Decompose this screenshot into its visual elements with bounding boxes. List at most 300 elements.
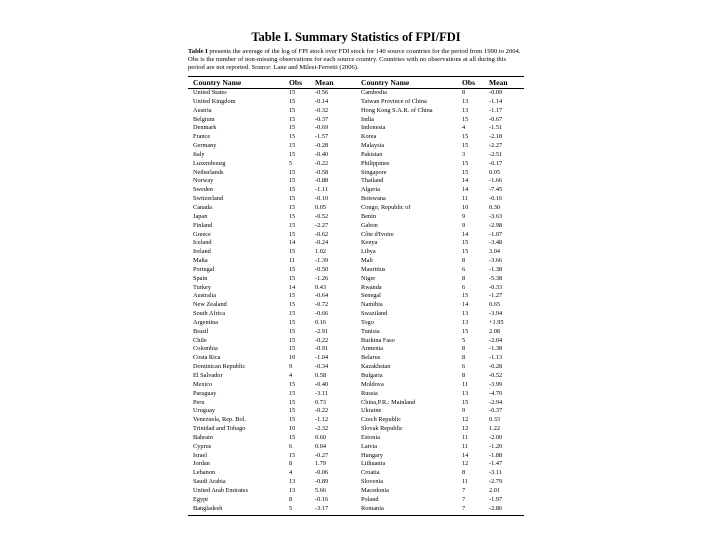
- left-obs-cell: 15: [289, 433, 296, 441]
- left-obs-cell: 15: [289, 451, 296, 459]
- left-country-cell: United States: [193, 89, 227, 96]
- right-obs-cell: 15: [462, 292, 469, 300]
- right-country-cell: Slovenia: [361, 478, 384, 486]
- left-country-cell: Bahrain: [193, 433, 213, 441]
- right-obs-cell: 11: [462, 442, 469, 450]
- left-obs-cell: 15: [289, 345, 296, 353]
- right-obs-cell: 11: [462, 195, 469, 203]
- right-country-cell: Mauritius: [361, 265, 386, 273]
- left-country-cell: Italy: [193, 150, 205, 158]
- right-country-cell: Singapore: [361, 168, 387, 176]
- right-obs-cell: 9: [462, 212, 466, 220]
- right-country-cell: Malaysia: [361, 142, 385, 150]
- left-country-cell: Germany: [193, 142, 217, 150]
- left-mean-cell: -1.11: [315, 186, 328, 194]
- left-mean-cell: -0.22: [315, 336, 329, 344]
- left-obs-cell: 6: [289, 442, 293, 450]
- table-row: [188, 231, 524, 240]
- right-obs-cell: 11: [462, 478, 469, 486]
- left-obs-cell: 15: [289, 133, 296, 141]
- left-mean-cell: -0.16: [315, 495, 329, 503]
- left-mean-cell: -0.69: [315, 124, 329, 132]
- table-row: [188, 505, 524, 514]
- left-country-cell: El Salvador: [193, 372, 223, 379]
- table-row: [188, 169, 524, 178]
- left-mean-cell: -0.40: [315, 380, 329, 388]
- right-obs-cell: 8: [462, 274, 466, 282]
- left-obs-cell: 15: [289, 327, 296, 335]
- left-mean-cell: 0.05: [315, 203, 327, 211]
- left-obs-cell: 15: [289, 142, 296, 150]
- left-country-cell: Japan: [193, 212, 208, 220]
- left-mean-cell: -0.56: [315, 89, 329, 96]
- right-country-cell: Namibia: [361, 301, 383, 309]
- left-country-cell: Finland: [193, 221, 213, 229]
- left-mean-cell: -1.57: [315, 133, 329, 141]
- left-obs-cell: 15: [289, 274, 296, 282]
- left-mean-cell: -0.62: [315, 230, 329, 238]
- left-mean-cell: -0.91: [315, 345, 329, 353]
- right-country-cell: Côte d'Ivoire: [361, 230, 394, 238]
- right-country-cell: Togo: [361, 318, 374, 326]
- right-country-cell: Bulgaria: [361, 372, 383, 379]
- table-row: [188, 460, 524, 469]
- table-row: [188, 160, 524, 169]
- left-country-cell: United Arab Emirates: [193, 486, 248, 494]
- left-obs-cell: 15: [289, 115, 296, 123]
- left-country-cell: Peru: [193, 398, 205, 406]
- left-obs-cell: 15: [289, 89, 296, 96]
- left-obs-cell: 15: [289, 177, 296, 185]
- right-obs-cell: 7: [462, 486, 466, 494]
- left-country-cell: Greece: [193, 230, 211, 238]
- table-row: [188, 239, 524, 248]
- caption-text: presents the average of the log of FPI stock over FDI stock for 140 source countries for the period from 1990 to 2004. Obs is the number of non-missing observations for each source country. Countries with no observations at all during this period are not reported. Source: Lane and Milesi-Ferretti (2006).: [188, 48, 521, 71]
- table-row: [188, 381, 524, 390]
- table-row: [188, 399, 524, 408]
- header-country-right: Country Name: [361, 78, 410, 87]
- right-obs-cell: 15: [462, 398, 469, 406]
- table-row: [188, 151, 524, 160]
- left-obs-cell: 15: [289, 389, 296, 397]
- table-row: [188, 177, 524, 186]
- right-obs-cell: 13: [462, 106, 469, 114]
- table-row: [188, 222, 524, 231]
- table-row: [188, 204, 524, 213]
- left-mean-cell: -2.32: [315, 425, 329, 433]
- table-row: [188, 319, 524, 328]
- right-obs-cell: 14: [462, 186, 469, 194]
- left-mean-cell: -0.14: [315, 97, 329, 105]
- right-obs-cell: 15: [462, 159, 469, 167]
- table-caption: [188, 48, 524, 72]
- right-mean-cell: -1.51: [489, 124, 503, 132]
- left-obs-cell: 15: [289, 221, 296, 229]
- left-mean-cell: -0.24: [315, 239, 329, 247]
- right-obs-cell: 6: [462, 363, 466, 371]
- left-mean-cell: -3.11: [315, 389, 328, 397]
- right-mean-cell: -2.86: [489, 504, 503, 512]
- right-mean-cell: 0.05: [489, 168, 501, 176]
- right-mean-cell: -1.27: [489, 292, 503, 300]
- right-country-cell: Poland: [361, 495, 379, 503]
- table-row: [188, 416, 524, 425]
- table-body: [188, 89, 524, 514]
- right-country-cell: Macedonia: [361, 486, 389, 494]
- right-mean-cell: -0.28: [489, 363, 503, 371]
- table-row: [188, 107, 524, 116]
- table-row: [188, 328, 524, 337]
- left-mean-cell: -0.50: [315, 265, 329, 273]
- left-country-cell: Lebanon: [193, 469, 216, 477]
- left-mean-cell: -0.58: [315, 168, 329, 176]
- left-mean-cell: -0.22: [315, 159, 329, 167]
- right-obs-cell: 4: [462, 124, 466, 132]
- table-row: [188, 337, 524, 346]
- right-mean-cell: -0.09: [489, 89, 503, 96]
- right-country-cell: Philippines: [361, 159, 390, 167]
- right-obs-cell: 13: [462, 318, 469, 326]
- table-row: [188, 390, 524, 399]
- left-mean-cell: -0.37: [315, 115, 329, 123]
- right-country-cell: Estonia: [361, 433, 380, 441]
- left-mean-cell: 0.43: [315, 283, 327, 291]
- left-obs-cell: 5: [289, 504, 293, 512]
- right-mean-cell: -0.17: [489, 159, 503, 167]
- right-country-cell: Kazakhstan: [361, 363, 391, 371]
- right-country-cell: Thailand: [361, 177, 384, 185]
- table-row: [188, 345, 524, 354]
- right-mean-cell: -1.88: [489, 451, 503, 459]
- left-country-cell: Bangladesh: [193, 504, 223, 512]
- left-mean-cell: -0.32: [315, 106, 329, 114]
- table-row: [188, 434, 524, 443]
- left-country-cell: Costa Rica: [193, 354, 221, 362]
- left-obs-cell: 10: [289, 354, 296, 362]
- left-mean-cell: -3.17: [315, 504, 329, 512]
- right-mean-cell: -0.37: [489, 407, 503, 415]
- header-obs-left: Obs: [289, 78, 303, 87]
- left-obs-cell: 15: [289, 265, 296, 273]
- left-country-cell: Sweden: [193, 186, 213, 194]
- left-obs-cell: 8: [289, 460, 293, 468]
- right-mean-cell: -0.52: [489, 372, 503, 379]
- right-mean-cell: 0.33: [489, 416, 501, 424]
- left-country-cell: Denmark: [193, 124, 217, 132]
- left-mean-cell: -0.34: [315, 363, 329, 371]
- right-obs-cell: 8: [462, 257, 466, 265]
- right-obs-cell: 9: [462, 221, 466, 229]
- right-country-cell: Algeria: [361, 186, 380, 194]
- left-country-cell: Netherlands: [193, 168, 224, 176]
- table-row: [188, 407, 524, 416]
- left-obs-cell: 13: [289, 478, 296, 486]
- left-obs-cell: 15: [289, 150, 296, 158]
- left-obs-cell: 14: [289, 283, 296, 291]
- table-row: [188, 257, 524, 266]
- right-country-cell: Tunisia: [361, 327, 380, 335]
- left-country-cell: Iceland: [193, 239, 212, 247]
- left-mean-cell: 1.02: [315, 248, 327, 256]
- right-mean-cell: -1.97: [489, 495, 503, 503]
- left-mean-cell: -0.72: [315, 301, 329, 309]
- left-country-cell: Venezuela, Rep. Bol.: [193, 416, 246, 424]
- right-country-cell: Gabon: [361, 221, 378, 229]
- left-obs-cell: 15: [289, 168, 296, 176]
- left-obs-cell: 15: [289, 301, 296, 309]
- right-obs-cell: 15: [462, 133, 469, 141]
- right-mean-cell: -0.67: [489, 115, 503, 123]
- right-country-cell: Indonesia: [361, 124, 386, 132]
- right-mean-cell: -5.38: [489, 274, 503, 282]
- left-country-cell: Austria: [193, 106, 212, 114]
- table-row: [188, 478, 524, 487]
- left-mean-cell: -1.04: [315, 354, 329, 362]
- right-obs-cell: 14: [462, 451, 469, 459]
- right-obs-cell: 15: [462, 115, 469, 123]
- right-country-cell: Congo, Republic of: [361, 203, 411, 211]
- right-obs-cell: 7: [462, 495, 466, 503]
- left-mean-cell: -1.39: [315, 257, 329, 265]
- right-obs-cell: 15: [462, 142, 469, 150]
- right-mean-cell: 2.01: [489, 486, 501, 494]
- left-country-cell: New Zealand: [193, 301, 227, 309]
- table-row: [188, 301, 524, 310]
- right-obs-cell: 14: [462, 177, 469, 185]
- left-mean-cell: 5.66: [315, 486, 327, 494]
- header-country-left: Country Name: [193, 78, 242, 87]
- left-country-cell: Egypt: [193, 495, 209, 503]
- left-obs-cell: 4: [289, 372, 293, 379]
- table-title: Table I. Summary Statistics of FPI/FDI: [251, 30, 461, 44]
- right-country-cell: China,P.R.: Mainland: [361, 398, 416, 406]
- right-obs-cell: 12: [462, 460, 469, 468]
- right-country-cell: Rwanda: [361, 283, 382, 291]
- right-mean-cell: -2.98: [489, 221, 503, 229]
- right-obs-cell: 9: [462, 407, 466, 415]
- right-obs-cell: 13: [462, 97, 469, 105]
- right-obs-cell: 8: [462, 89, 466, 96]
- left-obs-cell: 15: [289, 106, 296, 114]
- left-mean-cell: -0.66: [315, 310, 329, 318]
- left-obs-cell: 15: [289, 292, 296, 300]
- left-obs-cell: 15: [289, 248, 296, 256]
- right-obs-cell: 11: [462, 433, 469, 441]
- right-country-cell: Lithuania: [361, 460, 386, 468]
- right-mean-cell: -1.47: [489, 460, 503, 468]
- right-mean-cell: -2.04: [489, 336, 503, 344]
- left-country-cell: South Africa: [193, 310, 226, 318]
- left-country-cell: Trinidad and Tobago: [193, 425, 246, 433]
- left-mean-cell: -1.26: [315, 274, 329, 282]
- right-mean-cell: 0.30: [489, 203, 501, 211]
- left-obs-cell: 15: [289, 407, 296, 415]
- right-country-cell: Swaziland: [361, 310, 388, 318]
- left-mean-cell: -2.91: [315, 327, 329, 335]
- right-obs-cell: 8: [462, 354, 466, 362]
- left-country-cell: Uruguay: [193, 407, 216, 415]
- right-mean-cell: -2.18: [489, 133, 503, 141]
- right-mean-cell: 1.22: [489, 425, 501, 433]
- left-obs-cell: 9: [289, 363, 293, 371]
- table-row: [188, 124, 524, 133]
- left-country-cell: Canada: [193, 203, 212, 211]
- right-obs-cell: 8: [462, 469, 466, 477]
- right-country-cell: Moldova: [361, 380, 384, 388]
- left-mean-cell: -0.27: [315, 451, 329, 459]
- right-mean-cell: -3.94: [489, 310, 503, 318]
- left-obs-cell: 15: [289, 195, 296, 203]
- table-row: [188, 363, 524, 372]
- table-row: [188, 469, 524, 478]
- left-country-cell: Portugal: [193, 265, 215, 273]
- left-obs-cell: 11: [289, 257, 296, 265]
- table-row: [188, 213, 524, 222]
- left-obs-cell: 4: [289, 469, 293, 477]
- left-obs-cell: 10: [289, 425, 296, 433]
- right-mean-cell: -1.17: [489, 106, 503, 114]
- right-country-cell: Slovak Republic: [361, 425, 403, 433]
- right-country-cell: Kenya: [361, 239, 378, 247]
- right-mean-cell: -2.00: [489, 433, 503, 441]
- right-country-cell: Belarus: [361, 354, 381, 362]
- left-country-cell: Jordan: [193, 460, 210, 468]
- left-country-cell: Paraguay: [193, 389, 217, 397]
- left-obs-cell: 14: [289, 239, 296, 247]
- table-row: [188, 248, 524, 257]
- right-country-cell: Benin: [361, 212, 377, 220]
- table-row: [188, 89, 524, 98]
- right-obs-cell: 14: [462, 230, 469, 238]
- right-obs-cell: 6: [462, 265, 466, 273]
- left-country-cell: Cyprus: [193, 442, 212, 450]
- right-mean-cell: -3.99: [489, 380, 503, 388]
- caption-prefix: Table I: [188, 48, 208, 55]
- right-obs-cell: 15: [462, 327, 469, 335]
- right-obs-cell: 10: [462, 203, 469, 211]
- right-country-cell: Hong Kong S.A.R. of China: [361, 106, 433, 114]
- left-obs-cell: 15: [289, 416, 296, 424]
- right-country-cell: Taiwan Province of China: [361, 97, 427, 105]
- table-page: [188, 30, 524, 526]
- right-country-cell: Ukraine: [361, 407, 382, 415]
- left-country-cell: Luxembourg: [193, 159, 226, 167]
- right-mean-cell: -3.48: [489, 239, 503, 247]
- right-mean-cell: -4.70: [489, 389, 503, 397]
- right-mean-cell: -1.13: [489, 354, 503, 362]
- right-mean-cell: 2.08: [489, 327, 501, 335]
- right-obs-cell: 15: [462, 239, 469, 247]
- right-country-cell: Czech Republic: [361, 416, 402, 424]
- left-mean-cell: -0.06: [315, 469, 329, 477]
- left-mean-cell: 0.58: [315, 372, 327, 379]
- right-country-cell: Cambodia: [361, 89, 387, 96]
- left-obs-cell: 15: [289, 230, 296, 238]
- left-obs-cell: 15: [289, 318, 296, 326]
- left-mean-cell: -1.12: [315, 416, 329, 424]
- right-mean-cell: -2.51: [489, 150, 503, 158]
- left-mean-cell: -2.27: [315, 221, 329, 229]
- right-mean-cell: -1.38: [489, 265, 503, 273]
- right-mean-cell: 3.04: [489, 248, 501, 256]
- left-obs-cell: 15: [289, 186, 296, 194]
- right-obs-cell: 6: [462, 283, 466, 291]
- table-row: [188, 133, 524, 142]
- table-row: [188, 443, 524, 452]
- left-mean-cell: -0.88: [315, 177, 329, 185]
- right-mean-cell: -1.66: [489, 177, 503, 185]
- left-country-cell: Norway: [193, 177, 214, 185]
- left-obs-cell: 15: [289, 398, 296, 406]
- left-mean-cell: -0.22: [315, 407, 329, 415]
- left-country-cell: Colombia: [193, 345, 218, 353]
- right-mean-cell: -3.11: [489, 469, 502, 477]
- right-obs-cell: 8: [462, 345, 466, 353]
- table-row: [188, 98, 524, 107]
- left-obs-cell: 15: [289, 97, 296, 105]
- left-obs-cell: 15: [289, 310, 296, 318]
- right-mean-cell: -0.33: [489, 283, 503, 291]
- right-country-cell: Croatia: [361, 469, 380, 477]
- header-mean-left: Mean: [315, 78, 334, 87]
- left-obs-cell: 5: [289, 159, 293, 167]
- right-country-cell: Korea: [361, 133, 377, 141]
- right-obs-cell: 5: [462, 336, 466, 344]
- right-obs-cell: 12: [462, 416, 469, 424]
- right-obs-cell: 15: [462, 248, 469, 256]
- right-obs-cell: 8: [462, 372, 466, 379]
- left-country-cell: Spain: [193, 274, 208, 282]
- right-country-cell: Libya: [361, 248, 376, 256]
- table-row: [188, 292, 524, 301]
- left-mean-cell: 0.16: [315, 318, 327, 326]
- right-mean-cell: +1.95: [489, 318, 504, 326]
- left-mean-cell: -0.28: [315, 142, 329, 150]
- left-obs-cell: 15: [289, 380, 296, 388]
- left-country-cell: Belgium: [193, 115, 215, 123]
- left-country-cell: Argentina: [193, 318, 219, 326]
- table-row: [188, 487, 524, 496]
- table-row: [188, 142, 524, 151]
- right-obs-cell: 13: [462, 310, 469, 318]
- right-country-cell: Mali: [361, 257, 373, 265]
- bottom-rule: [188, 515, 524, 516]
- left-mean-cell: -0.52: [315, 212, 329, 220]
- table-row: [188, 266, 524, 275]
- right-mean-cell: -2.27: [489, 142, 503, 150]
- right-mean-cell: -1.20: [489, 442, 503, 450]
- left-country-cell: Mexico: [193, 380, 213, 388]
- table-row: [188, 496, 524, 505]
- right-obs-cell: 15: [462, 168, 469, 176]
- left-obs-cell: 15: [289, 124, 296, 132]
- left-obs-cell: 15: [289, 336, 296, 344]
- table-row: [188, 452, 524, 461]
- table-row: [188, 275, 524, 284]
- right-country-cell: Botswana: [361, 195, 386, 203]
- left-country-cell: Ireland: [193, 248, 211, 256]
- right-mean-cell: -2.94: [489, 398, 503, 406]
- right-mean-cell: -1.07: [489, 230, 503, 238]
- left-country-cell: Turkey: [193, 283, 211, 291]
- right-obs-cell: 3: [462, 150, 466, 158]
- right-country-cell: Niger: [361, 274, 376, 282]
- left-mean-cell: 0.60: [315, 433, 327, 441]
- right-country-cell: Burkina Faso: [361, 336, 395, 344]
- table-row: [188, 310, 524, 319]
- right-country-cell: Armenia: [361, 345, 384, 353]
- right-country-cell: Romania: [361, 504, 384, 512]
